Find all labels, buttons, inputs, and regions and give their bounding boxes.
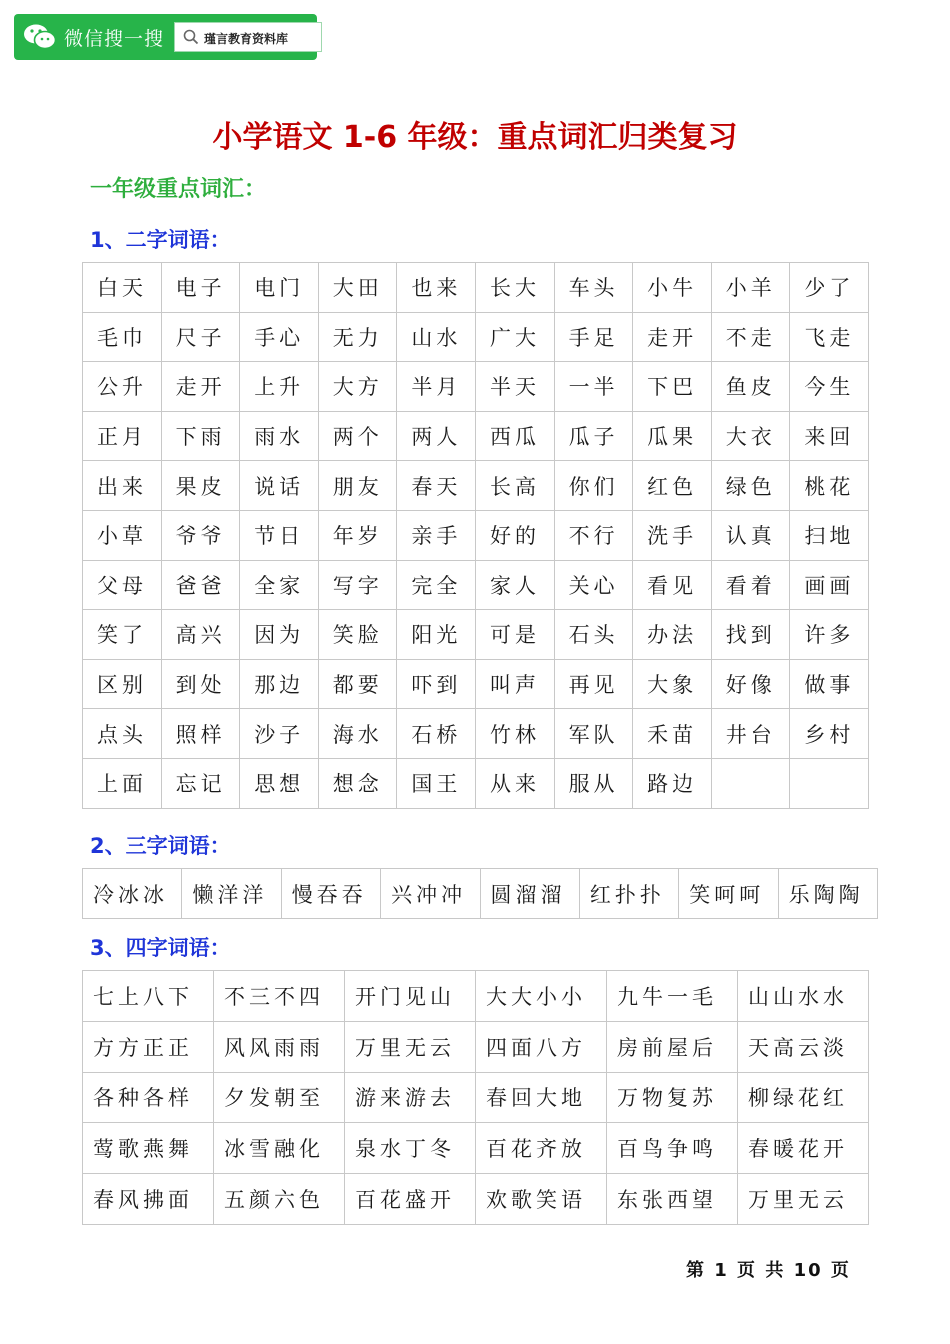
word-cell: 区别 <box>83 659 162 709</box>
word-cell <box>711 758 790 808</box>
word-cell: 广大 <box>475 312 554 362</box>
word-cell: 大田 <box>318 263 397 313</box>
word-cell: 山水 <box>397 312 476 362</box>
word-cell: 小牛 <box>633 263 712 313</box>
word-cell: 柳绿花红 <box>738 1072 869 1123</box>
word-cell: 走开 <box>161 362 240 412</box>
word-cell: 手足 <box>554 312 633 362</box>
search-icon <box>183 29 199 45</box>
section-heading-four-char: 3、四字词语： <box>90 936 231 960</box>
word-cell: 电门 <box>240 263 319 313</box>
word-cell: 绿色 <box>711 461 790 511</box>
word-cell: 乡村 <box>790 709 869 759</box>
word-cell: 东张西望 <box>607 1174 738 1225</box>
word-cell: 天高云淡 <box>738 1021 869 1072</box>
word-cell: 认真 <box>711 510 790 560</box>
word-cell: 房前屋后 <box>607 1021 738 1072</box>
word-cell: 路边 <box>633 758 712 808</box>
word-cell: 春暖花开 <box>738 1123 869 1174</box>
word-cell: 游来游去 <box>345 1072 476 1123</box>
word-cell: 写字 <box>318 560 397 610</box>
word-cell: 手心 <box>240 312 319 362</box>
word-cell <box>790 758 869 808</box>
word-cell: 红扑扑 <box>579 869 678 919</box>
table-row <box>83 560 869 610</box>
word-cell: 桃花 <box>790 461 869 511</box>
word-cell: 海水 <box>318 709 397 759</box>
word-cell: 走开 <box>633 312 712 362</box>
word-cell: 叫声 <box>475 659 554 709</box>
word-cell: 今生 <box>790 362 869 412</box>
table-row <box>83 362 869 412</box>
table-row <box>83 1021 869 1072</box>
word-cell: 小羊 <box>711 263 790 313</box>
word-cell: 百花盛开 <box>345 1174 476 1225</box>
word-cell: 做事 <box>790 659 869 709</box>
word-cell: 无力 <box>318 312 397 362</box>
word-cell: 尺子 <box>161 312 240 362</box>
word-cell: 可是 <box>475 610 554 660</box>
word-cell: 再见 <box>554 659 633 709</box>
word-cell: 爸爸 <box>161 560 240 610</box>
word-cell: 看着 <box>711 560 790 610</box>
word-cell: 亲手 <box>397 510 476 560</box>
word-cell: 沙子 <box>240 709 319 759</box>
word-cell: 阳光 <box>397 610 476 660</box>
word-cell: 开门见山 <box>345 971 476 1022</box>
word-cell: 大大小小 <box>476 971 607 1022</box>
section-heading-three-char: 2、三字词语： <box>90 834 231 858</box>
table-row <box>83 1072 869 1123</box>
word-cell: 父母 <box>83 560 162 610</box>
table-row <box>83 461 869 511</box>
word-cell: 大衣 <box>711 411 790 461</box>
word-cell: 半天 <box>475 362 554 412</box>
word-cell: 冷冰冰 <box>83 869 182 919</box>
table-row <box>83 709 869 759</box>
table-row <box>83 659 869 709</box>
word-cell: 五颜六色 <box>214 1174 345 1225</box>
word-cell: 万里无云 <box>738 1174 869 1225</box>
word-cell: 笑了 <box>83 610 162 660</box>
table-row <box>83 869 878 919</box>
table-row <box>83 971 869 1022</box>
wechat-search-badge[interactable] <box>14 14 317 60</box>
word-cell: 冰雪融化 <box>214 1123 345 1174</box>
word-cell: 公升 <box>83 362 162 412</box>
word-cell: 笑呵呵 <box>679 869 778 919</box>
word-cell: 年岁 <box>318 510 397 560</box>
word-cell: 全家 <box>240 560 319 610</box>
word-cell: 欢歌笑语 <box>476 1174 607 1225</box>
word-cell: 思想 <box>240 758 319 808</box>
word-cell: 果皮 <box>161 461 240 511</box>
word-cell: 半月 <box>397 362 476 412</box>
word-cell: 下雨 <box>161 411 240 461</box>
word-cell: 到处 <box>161 659 240 709</box>
word-cell: 小草 <box>83 510 162 560</box>
word-cell: 正月 <box>83 411 162 461</box>
word-cell: 笑脸 <box>318 610 397 660</box>
word-cell: 都要 <box>318 659 397 709</box>
three-char-word-table <box>82 868 878 919</box>
word-cell: 万里无云 <box>345 1021 476 1072</box>
table-row <box>83 758 869 808</box>
word-cell: 你们 <box>554 461 633 511</box>
word-cell: 好的 <box>475 510 554 560</box>
table-row <box>83 1174 869 1225</box>
word-cell: 好像 <box>711 659 790 709</box>
word-cell: 七上八下 <box>83 971 214 1022</box>
word-cell: 节日 <box>240 510 319 560</box>
word-cell: 井台 <box>711 709 790 759</box>
word-cell: 两个 <box>318 411 397 461</box>
word-cell: 风风雨雨 <box>214 1021 345 1072</box>
word-cell: 高兴 <box>161 610 240 660</box>
word-cell: 爷爷 <box>161 510 240 560</box>
word-cell: 鱼皮 <box>711 362 790 412</box>
word-cell: 各种各样 <box>83 1072 214 1123</box>
word-cell: 车头 <box>554 263 633 313</box>
word-cell: 不三不四 <box>214 971 345 1022</box>
word-cell: 看见 <box>633 560 712 610</box>
word-cell: 不走 <box>711 312 790 362</box>
wechat-search-box[interactable] <box>174 22 322 52</box>
word-cell: 万物复苏 <box>607 1072 738 1123</box>
word-cell: 忘记 <box>161 758 240 808</box>
word-cell: 家人 <box>475 560 554 610</box>
word-cell: 朋友 <box>318 461 397 511</box>
word-cell: 说话 <box>240 461 319 511</box>
word-cell: 也来 <box>397 263 476 313</box>
word-cell: 瓜子 <box>554 411 633 461</box>
table-row <box>83 1123 869 1174</box>
four-char-word-table <box>82 970 869 1225</box>
word-cell: 国王 <box>397 758 476 808</box>
word-cell: 一半 <box>554 362 633 412</box>
word-cell: 毛巾 <box>83 312 162 362</box>
word-cell: 洗手 <box>633 510 712 560</box>
word-cell: 上面 <box>83 758 162 808</box>
table-row <box>83 263 869 313</box>
table-row <box>83 411 869 461</box>
word-cell: 兴冲冲 <box>381 869 480 919</box>
word-cell: 少了 <box>790 263 869 313</box>
word-cell: 照样 <box>161 709 240 759</box>
word-cell: 百鸟争鸣 <box>607 1123 738 1174</box>
page-footer: 第 1 页 共 10 页 <box>686 1260 851 1281</box>
word-cell: 吓到 <box>397 659 476 709</box>
word-cell: 圆溜溜 <box>480 869 579 919</box>
word-cell: 春回大地 <box>476 1072 607 1123</box>
word-cell: 九牛一毛 <box>607 971 738 1022</box>
wechat-search-label: 微信搜一搜 <box>64 28 165 50</box>
word-cell: 莺歌燕舞 <box>83 1123 214 1174</box>
word-cell: 扫地 <box>790 510 869 560</box>
word-cell: 红色 <box>633 461 712 511</box>
word-cell: 点头 <box>83 709 162 759</box>
word-cell: 春天 <box>397 461 476 511</box>
word-cell: 雨水 <box>240 411 319 461</box>
word-cell: 四面八方 <box>476 1021 607 1072</box>
word-cell: 大方 <box>318 362 397 412</box>
word-cell: 石桥 <box>397 709 476 759</box>
word-cell: 春风拂面 <box>83 1174 214 1225</box>
word-cell: 飞走 <box>790 312 869 362</box>
word-cell: 军队 <box>554 709 633 759</box>
word-cell: 上升 <box>240 362 319 412</box>
word-cell: 服从 <box>554 758 633 808</box>
word-cell: 电子 <box>161 263 240 313</box>
word-cell: 下巴 <box>633 362 712 412</box>
wechat-icon <box>23 23 57 51</box>
grade-heading: 一年级重点词汇： <box>90 177 267 202</box>
word-cell: 从来 <box>475 758 554 808</box>
word-cell: 竹林 <box>475 709 554 759</box>
word-cell: 那边 <box>240 659 319 709</box>
table-row <box>83 610 869 660</box>
word-cell: 禾苗 <box>633 709 712 759</box>
word-cell: 石头 <box>554 610 633 660</box>
word-cell: 瓜果 <box>633 411 712 461</box>
word-cell: 完全 <box>397 560 476 610</box>
word-cell: 画画 <box>790 560 869 610</box>
word-cell: 来回 <box>790 411 869 461</box>
word-cell: 想念 <box>318 758 397 808</box>
word-cell: 方方正正 <box>83 1021 214 1072</box>
word-cell: 两人 <box>397 411 476 461</box>
word-cell: 百花齐放 <box>476 1123 607 1174</box>
two-char-word-table <box>82 262 869 809</box>
word-cell: 山山水水 <box>738 971 869 1022</box>
word-cell: 许多 <box>790 610 869 660</box>
word-cell: 乐陶陶 <box>778 869 877 919</box>
page-title: 小学语文 1-6 年级：重点词汇归类复习 <box>212 120 738 155</box>
search-query-text: 瑾言教育资料库 <box>204 32 289 46</box>
word-cell: 慢吞吞 <box>281 869 380 919</box>
word-cell: 关心 <box>554 560 633 610</box>
word-cell: 办法 <box>633 610 712 660</box>
word-cell: 大象 <box>633 659 712 709</box>
word-cell: 长大 <box>475 263 554 313</box>
word-cell: 因为 <box>240 610 319 660</box>
word-cell: 找到 <box>711 610 790 660</box>
word-cell: 泉水丁冬 <box>345 1123 476 1174</box>
word-cell: 夕发朝至 <box>214 1072 345 1123</box>
table-row <box>83 312 869 362</box>
word-cell: 懒洋洋 <box>182 869 281 919</box>
word-cell: 长高 <box>475 461 554 511</box>
section-heading-two-char: 1、二字词语： <box>90 228 231 252</box>
word-cell: 白天 <box>83 263 162 313</box>
word-cell: 西瓜 <box>475 411 554 461</box>
table-row <box>83 510 869 560</box>
word-cell: 出来 <box>83 461 162 511</box>
word-cell: 不行 <box>554 510 633 560</box>
